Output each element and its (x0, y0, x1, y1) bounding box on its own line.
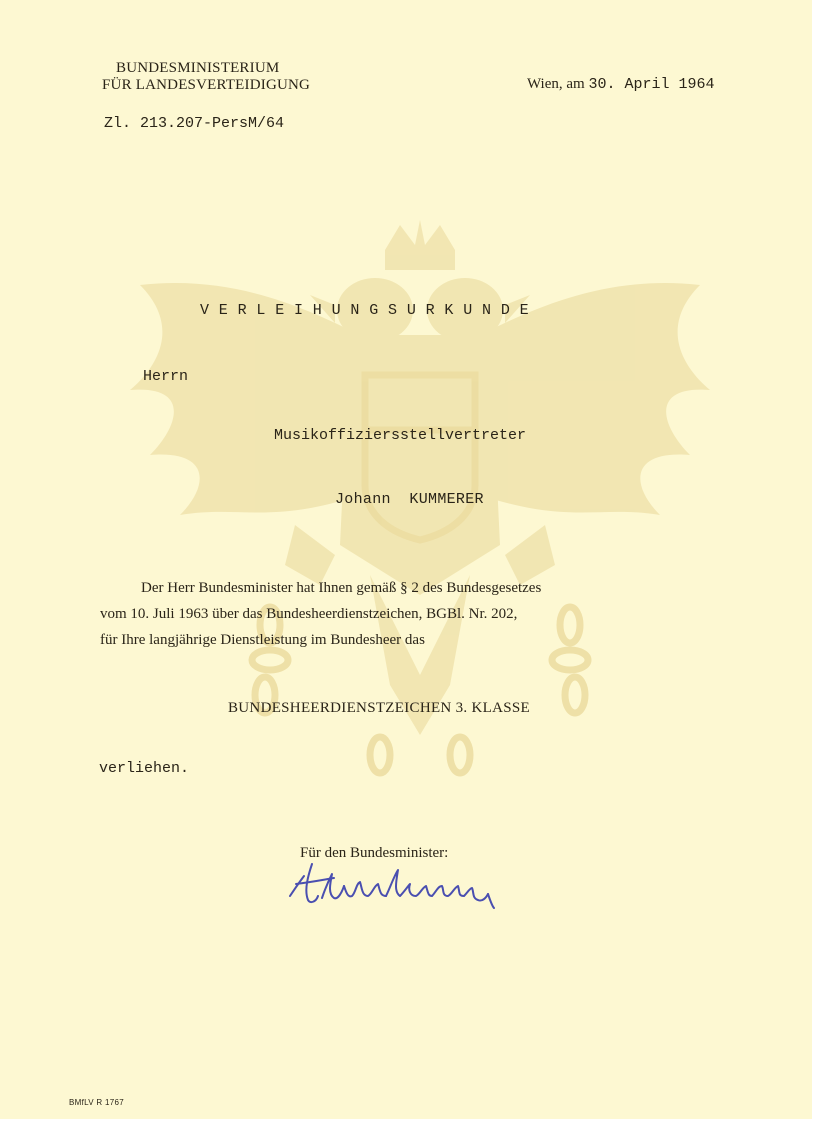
handwritten-signature (282, 856, 512, 916)
closing-word: verliehen. (99, 760, 190, 777)
document-title: VERLEIHUNGSURKUNDE (200, 302, 539, 319)
place-date (527, 76, 715, 93)
ministry-letterhead (102, 60, 310, 94)
ministry-name-line1: BUNDESMINISTERIUM (116, 60, 280, 76)
statement-line-3: für Ihre langjährige Dienstleistung im Bundesheer das (100, 632, 425, 648)
form-number: BMfLV R 1767 (69, 1098, 125, 1107)
recipient-name: Johann KUMMERER (335, 491, 484, 508)
reference-number: Zl. 213.207-PersM/64 (104, 115, 285, 132)
issue-date: 30. April 1964 (588, 76, 715, 93)
recipient-rank: Musikoffiziersstellvertreter (274, 427, 527, 444)
signature-caption: Für den Bundesminister: (300, 845, 449, 861)
salutation: Herrn (143, 368, 189, 385)
award-statement (100, 575, 720, 653)
ministry-name-line2: FÜR LANDESVERTEIDIGUNG (102, 77, 311, 93)
award-name: BUNDESHEERDIENSTZEICHEN 3. KLASSE (228, 700, 530, 716)
statement-line-1: Der Herr Bundesminister hat Ihnen gemäß § 2 des Bundesgesetzes (141, 580, 542, 596)
statement-line-2: vom 10. Juli 1963 über das Bundesheerdienstzeichen, BGBl. Nr. 202, (100, 606, 518, 622)
place-label: Wien, am (527, 76, 585, 92)
